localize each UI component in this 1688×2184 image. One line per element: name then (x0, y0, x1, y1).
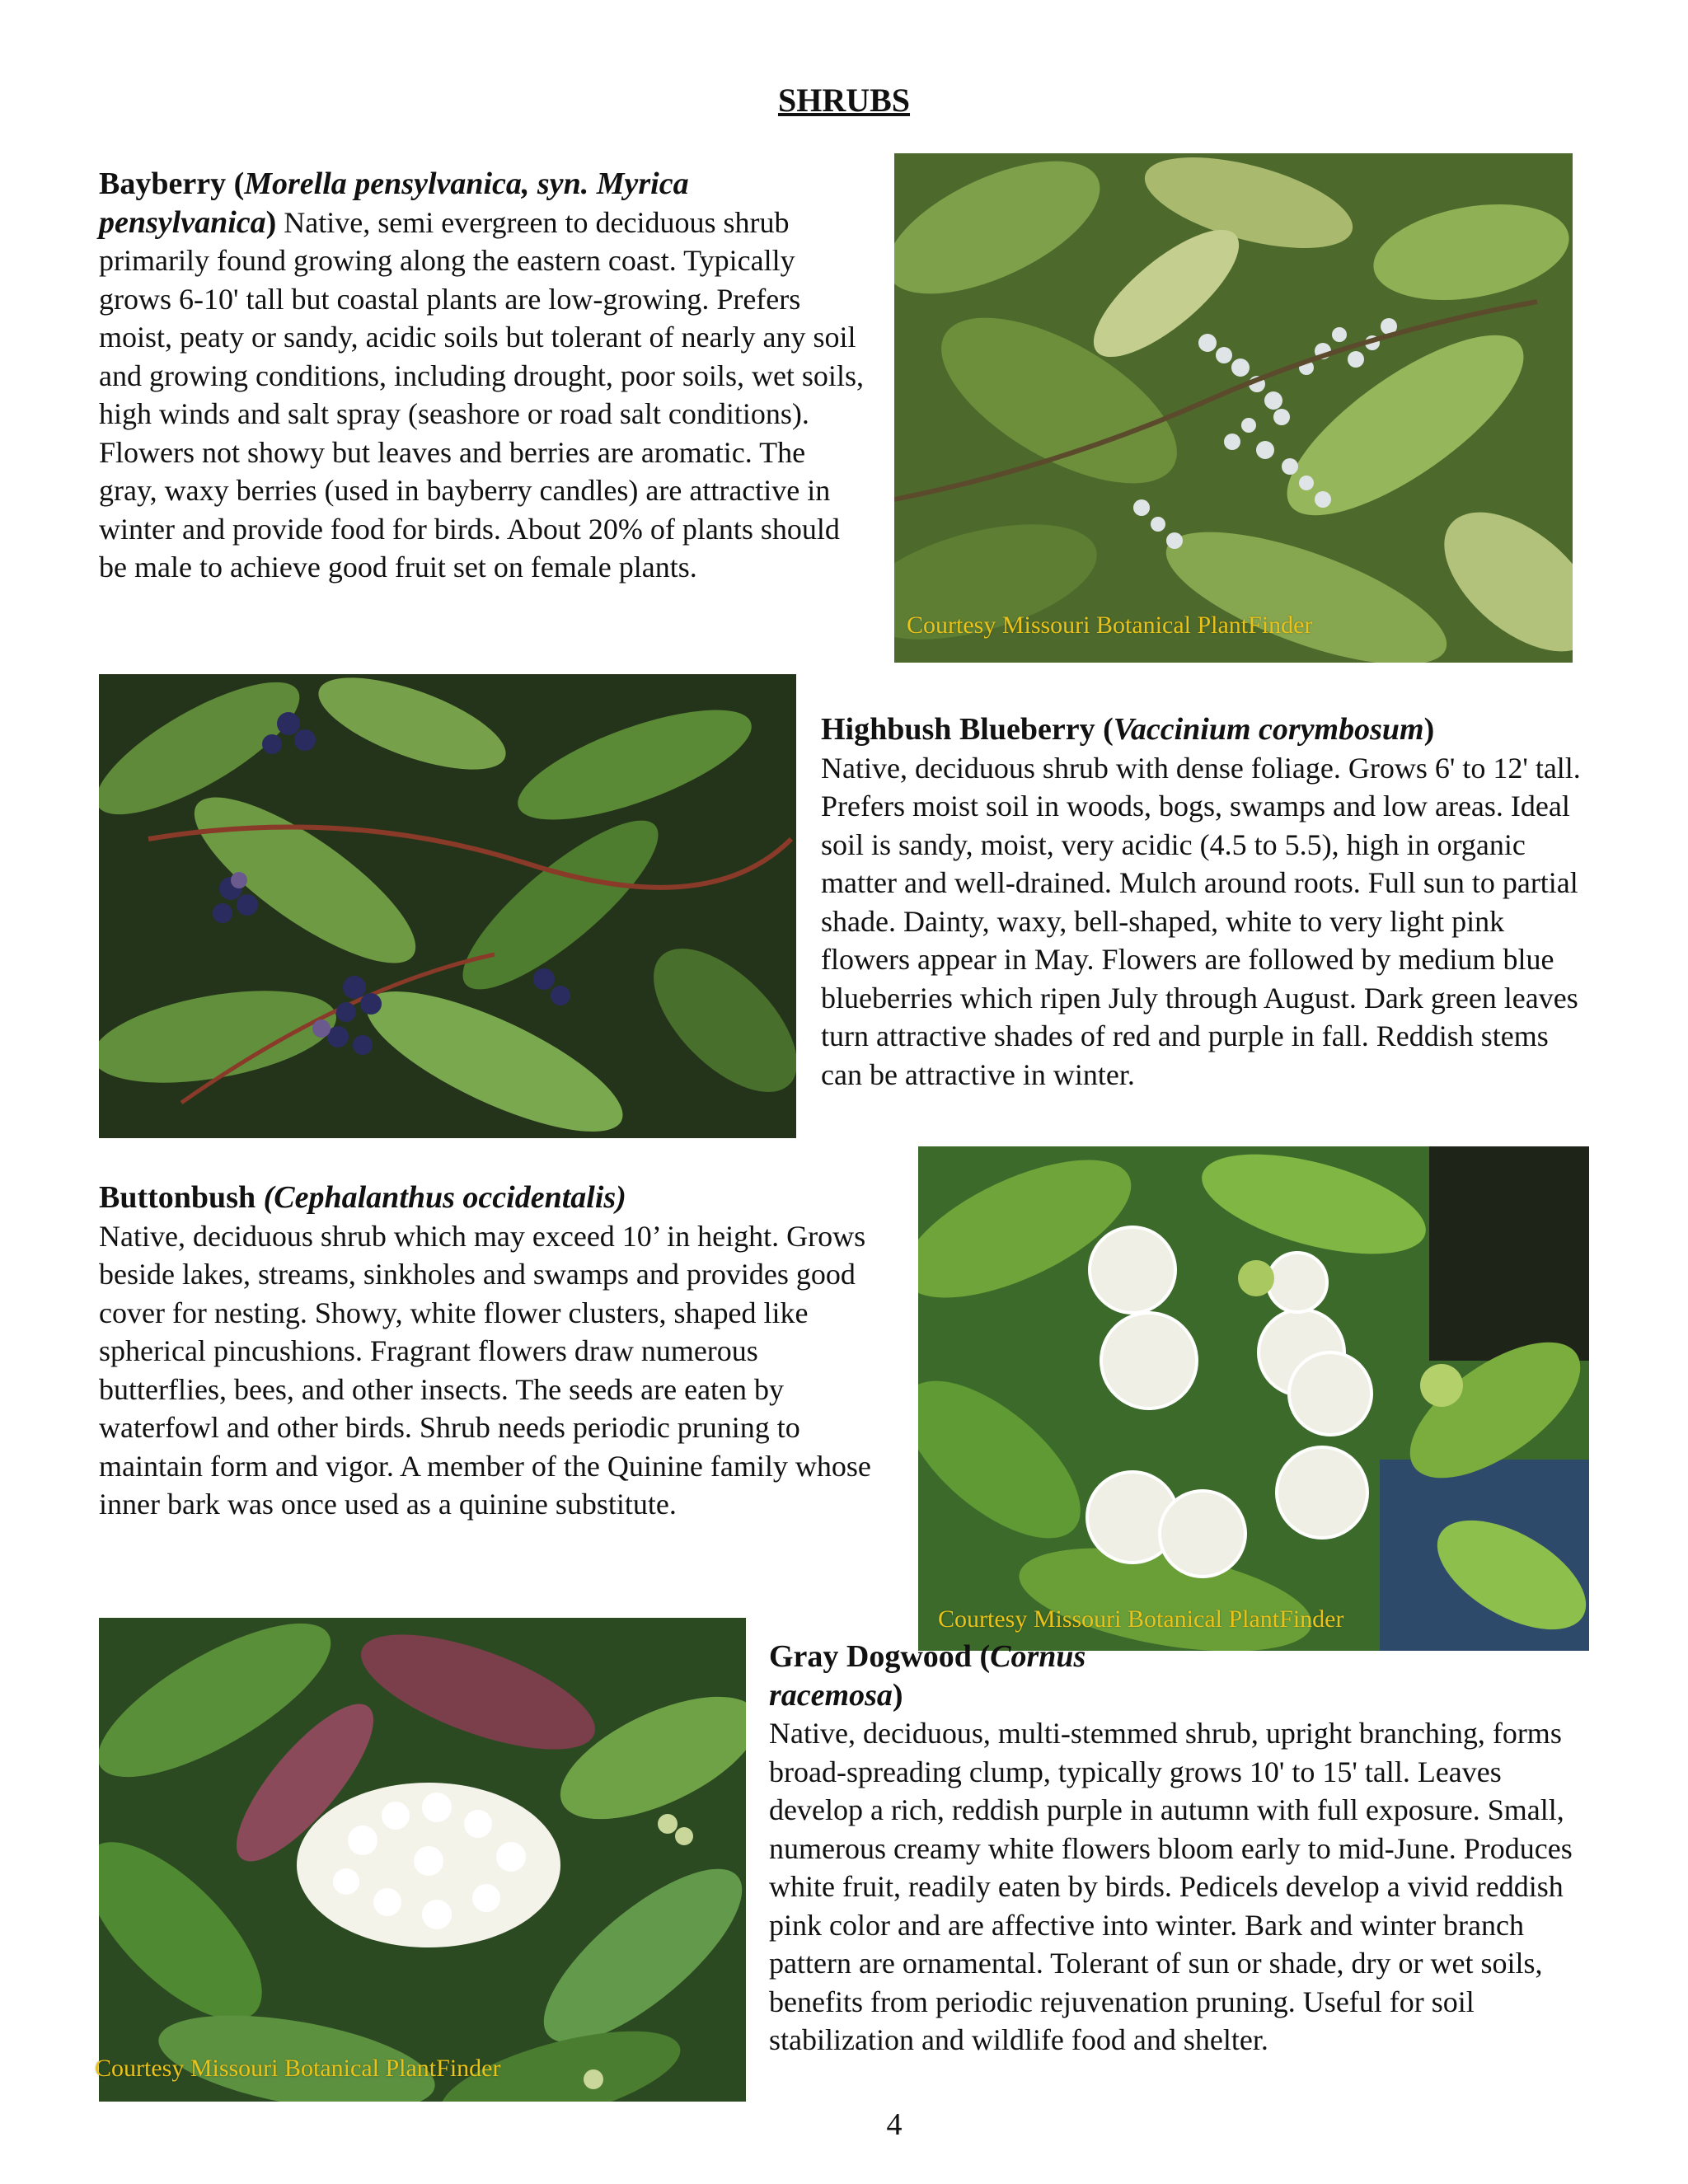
gray-dogwood-description: Native, deciduous, multi-stemmed shrub, upright branching, forms broad-spreading clump, typically grows 10' to 15' tall. Leaves develop a rich, reddish purple in autumn with full exposure. Small, numerous creamy white flowers bloom early to mid-June. Produces white fruit, readily eaten by birds. Pedicels develop a vivid reddish pink color and are affective into winter. Bark and winter branch pattern are ornamental. Tolerant of sun or shade, dry or wet soils, benefits from periodic rejuvenation pruning. Useful for soil stabilization and wildlife food and shelter. (769, 1717, 1573, 2056)
buttonbush-heading (99, 1179, 890, 1217)
highbush-blueberry-heading: Highbush Blueberry (Vaccinium corymbosum) (821, 712, 1435, 747)
bayberry-heading: Bayberry (Morella pensylvanica, syn. Myrica pensylvanica) (99, 166, 689, 240)
bayberry-photo-credit: Courtesy Missouri Botanical PlantFinder (907, 612, 1313, 639)
gray-dogwood-photo (99, 1618, 746, 2102)
bayberry-description: Native, semi evergreen to deciduous shrub primarily found growing along the eastern coast. Typically grows 6-10' tall but coastal plants are low-growing. Prefers moist, peaty or sandy, acidic soils but tolerant of nearly any soil and growing conditions, including drought, poor soils, wet soils, high winds and salt spray (seashore or road salt conditions). Flowers not showy but leaves and berries are aromatic. The gray, waxy berries (used in bayberry candles) are attractive in winter and provide food for birds. About 20% of plants should be male to achieve good fruit set on female plants. (99, 205, 864, 583)
bayberry-photo (894, 153, 1573, 663)
buttonbush-entry (99, 1179, 890, 1524)
gray-dogwood-heading: Gray Dogwood (Cornus racemosa) (769, 1639, 1086, 1713)
buttonbush-photo-credit: Courtesy Missouri Botanical PlantFinder (938, 1605, 1344, 1633)
buttonbush-name: Buttonbush (99, 1180, 256, 1215)
gray-dogwood-photo-credit: Courtesy Missouri Botanical PlantFinder (95, 2055, 501, 2082)
gray-dogwood-latin-name: Cornus racemosa (769, 1639, 1086, 1713)
highbush-blueberry-name: Highbush Blueberry (821, 712, 1095, 747)
highbush-blueberry-photo (99, 674, 796, 1138)
bayberry-name: Bayberry (99, 166, 227, 201)
highbush-blueberry-entry (821, 710, 1583, 1094)
page-number: 4 (886, 2107, 903, 2142)
buttonbush-latin-name: (Cephalanthus occidentalis) (263, 1180, 626, 1215)
highbush-blueberry-latin-name: Vaccinium corymbosum (1113, 712, 1424, 747)
page-title: SHRUBS (777, 82, 911, 119)
buttonbush-photo (918, 1146, 1589, 1651)
buttonbush-description: Native, deciduous shrub which may exceed 10’ in height. Grows beside lakes, streams, sinkholes and swamps and provides good cover for nesting. Showy, white flower clusters, shaped like spherical pincushions. Fragrant flowers draw numerous butterflies, bees, and other insects. The seeds are eaten by waterfowl and other birds. Shrub needs periodic pruning to maintain form and vigor. A member of the Quinine family whose inner bark was once used as a quinine substitute. (99, 1219, 871, 1521)
highbush-blueberry-description: Native, deciduous shrub with dense foliage. Grows 6' to 12' tall. Prefers moist soil in woods, bogs, swamps and low areas. Ideal soil is sandy, moist, very acidic (4.5 to 5.5), high in organic matter and well-drained. Mulch around roots. Full sun to partial shade. Dainty, waxy, bell-shaped, white to very light pink flowers appear in May. Flowers are followed by medium blue blueberries which ripen July through August. Dark green leaves turn attractive shades of red and purple in fall. Reddish stems can be attractive in winter. (821, 751, 1581, 1091)
bayberry-entry (99, 165, 870, 587)
gray-dogwood-name: Gray Dogwood (769, 1639, 972, 1674)
gray-dogwood-entry (769, 1638, 1577, 2060)
bayberry-latin-name: Morella pensylvanica, syn. Myrica pensylvanica (99, 166, 689, 240)
